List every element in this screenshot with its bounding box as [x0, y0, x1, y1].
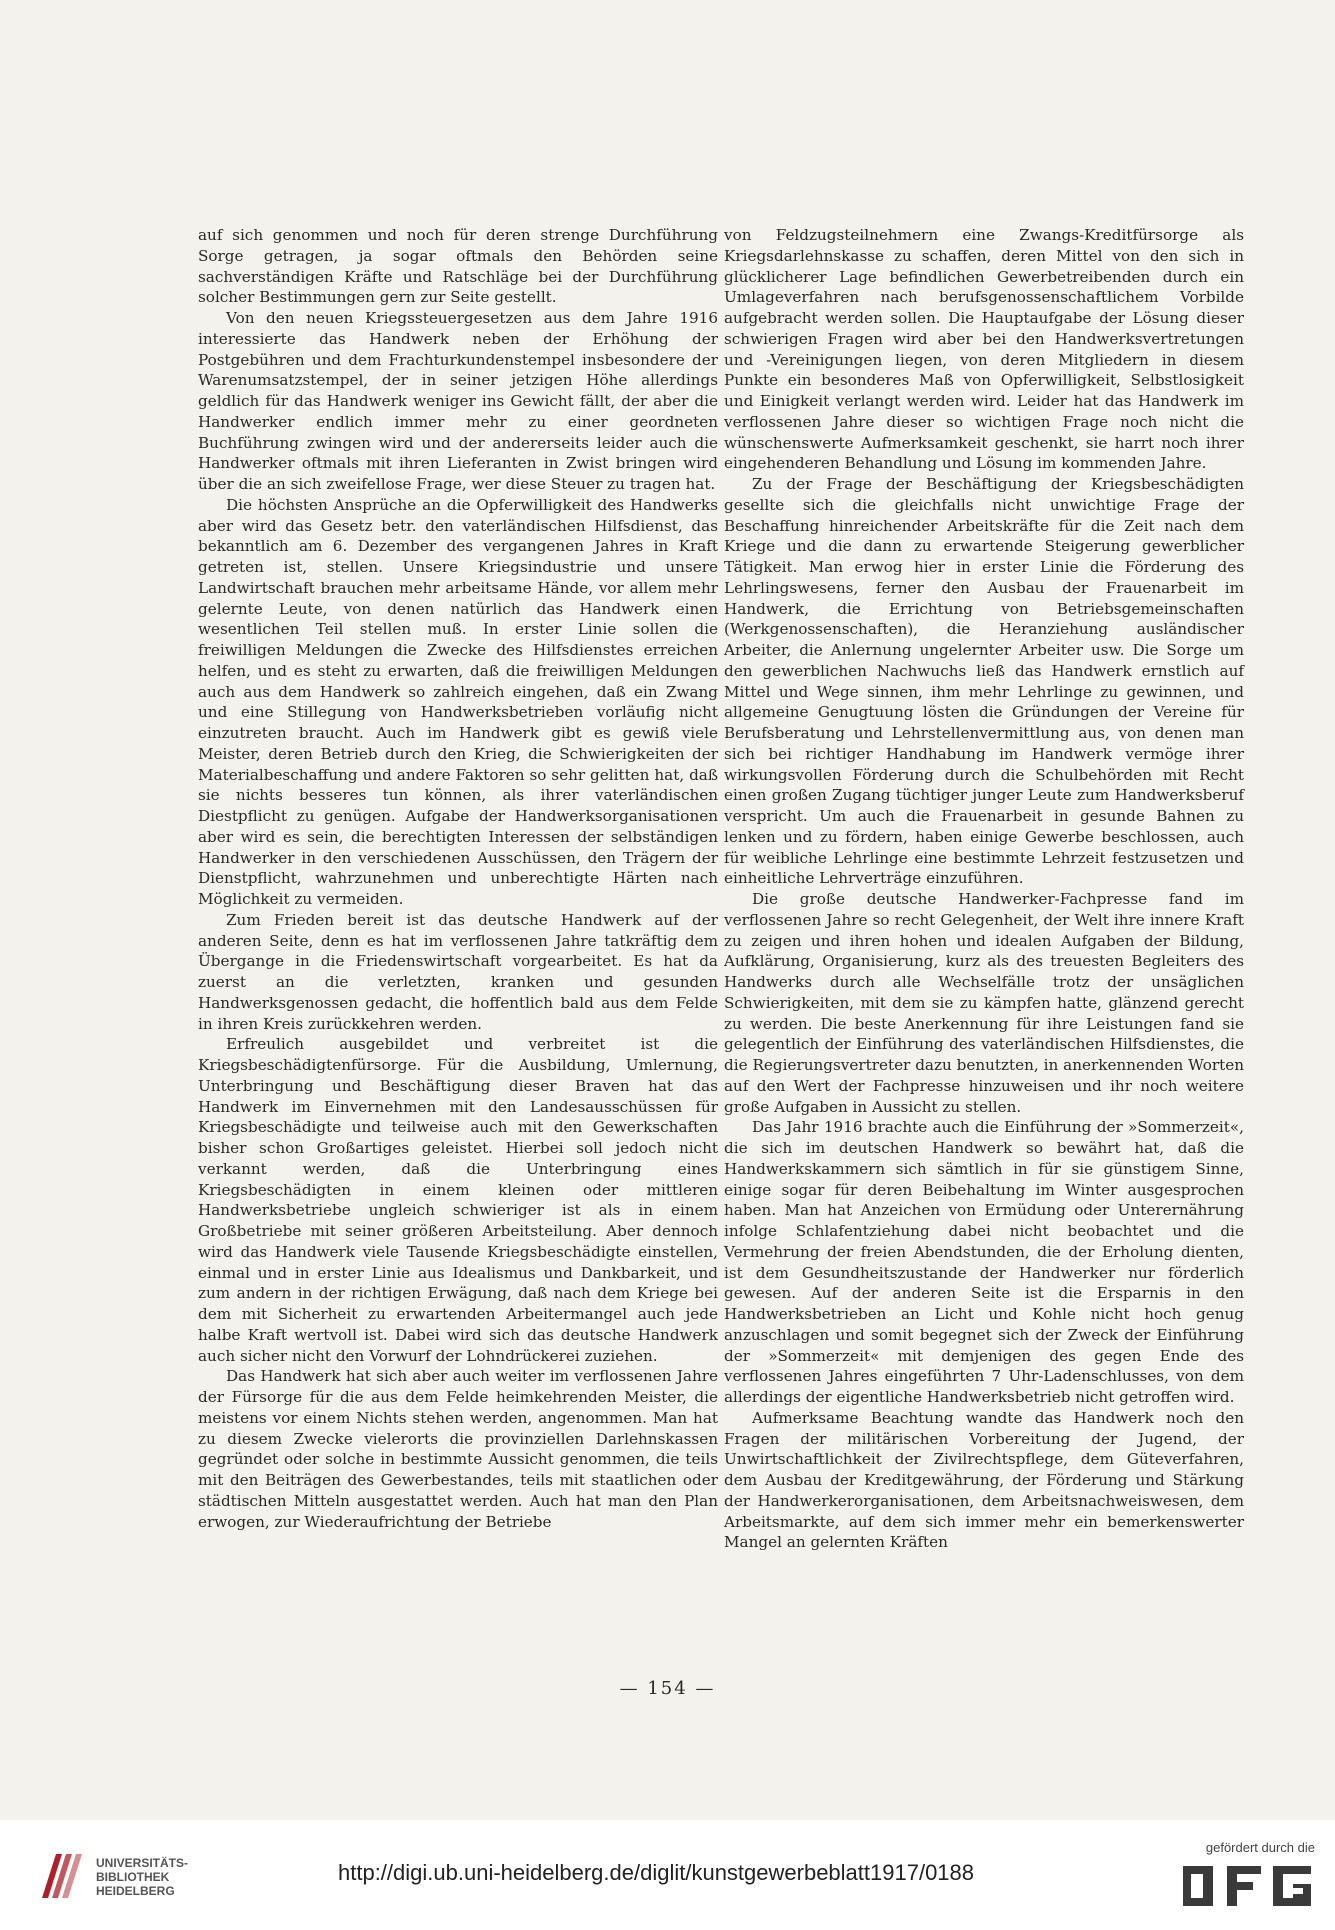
- text-column-right: [724, 225, 1244, 1553]
- dfg-logo-icon[interactable]: [1183, 1862, 1315, 1910]
- library-name[interactable]: [96, 1856, 188, 1898]
- paragraph: auf sich genommen und noch für deren strenge Durchführung Sorge getragen, ja sogar oftmals den Behörden seine sachverständigen Kräfte und Ratschläge bei der Durchführung solcher Bestimmungen gern zur Seite gestellt.: [198, 226, 718, 307]
- paragraph: Die große deutsche Handwerker-Fachpresse fand im verflossenen Jahre so recht Gelegenheit, der Welt ihre innere Kraft zu zeigen und ihren hohen und idealen Aufgaben der Bildung, Aufklärung, Organisierung, kurz als des treuesten Begleiters des Handwerks durch alle Wechselfälle trotz der unsäglichen Schwierigkeiten, mit dem sie zu kämpfen hatte, glänzend gerecht zu werden. Die beste Anerkennung für ihre Leistungen fand sie gelegentlich der Einführung des vaterländischen Hilfsdienstes, die die Regierungsvertreter dazu benutzten, in anerkennenden Worten auf den Wert der Fachpresse hinzuweisen und ihr noch weitere große Aufgaben in Aussicht zu stellen.: [724, 890, 1244, 1116]
- text-column-left: [198, 225, 718, 1532]
- paragraph: Aufmerksame Beachtung wandte das Handwerk noch den Fragen der militärischen Vorbereitung der Jugend, der Unwirtschaftlichkeit der Zivilrechtspflege, dem Güteverfahren, dem Ausbau der Kreditgewährung, der Förderung und Stärkung der Handwerkerorganisationen, dem Arbeitsnachweiswesen, dem Arbeitsmarkte, auf dem sich immer mehr ein bemerkenswerter Mangel an gelernten Kräften: [724, 1408, 1244, 1552]
- paragraph: von Feldzugsteilnehmern eine Zwangs-Kreditfürsorge als Kriegsdarlehnskasse zu schaffen, deren Mittel von den sich in glücklicherer Lage befindlichen Gewerbetreibenden durch ein Umlageverfahren nach berufsgenossenschaftlichem Vorbilde aufgebracht werden sollen. Die Hauptaufgabe der Lösung dieser schwierigen Fragen wird aber bei den Handwerksvertretungen und -Vereinigungen liegen, von deren Mitgliedern in diesem Punkte ein besonderes Maß von Opferwilligkeit, Selbstlosigkeit und Einigkeit verlangt werden wird. Leider hat das Handwerk im verflossenen Jahre dieser so wichtigen Frage noch nicht die wünschenswerte Aufmerksamkeit geschenkt, sie harrt noch ihrer eingehenderen Behandlung und Lösung im kommenden Jahre.: [724, 226, 1244, 473]
- paragraph: Von den neuen Kriegssteuergesetzen aus dem Jahre 1916 interessierte das Handwerk neben der Erhöhung der Postgebühren und dem Frachturkundenstempel insbesondere der Warenumsatzstempel, der in seiner jetzigen Höhe allerdings geldlich für das Handwerk weniger ins Gewicht fällt, der aber die Handwerker endlich immer mehr zu einer geordneten Buchführung zwingen wird und der andererseits leider auch die Handwerker oftmals mit ihren Lieferanten in Zwist bringen wird über die an sich zweifellose Frage, wer diese Steuer zu tragen hat.: [198, 309, 718, 493]
- paragraph: Erfreulich ausgebildet und verbreitet ist die Kriegsbeschädigtenfürsorge. Für die Ausbildung, Umlernung, Unterbringung und Beschäftigung dieser Braven hat das Handwerk im Einvernehmen mit den Landesausschüssen für Kriegsbeschädigte und teilweise auch mit den Gewerkschaften bisher schon Großartiges geleistet. Hierbei soll jedoch nicht verkannt werden, daß die Unterbringung eines Kriegsbeschädigten in einem kleinen oder mittleren Handwerksbetriebe ungleich schwieriger ist als in einem Großbetriebe mit seiner größeren Arbeitsteilung. Aber dennoch wird das Handwerk viele Tausende Kriegsbeschädigte einstellen, einmal und in erster Linie aus Idealismus und Dankbarkeit, und zum andern in der richtigen Erwägung, daß nach dem Kriege bei dem mit Sicherheit zu erwartenden Arbeitermangel auch jede halbe Kraft wertvoll ist. Dabei wird sich das deutsche Handwerk auch sicher nicht den Vorwurf der Lohndrückerei zuziehen.: [198, 1035, 718, 1365]
- library-name-line: UNIVERSITÄTS-: [96, 1856, 189, 1870]
- page-number: — 154 —: [619, 1678, 716, 1699]
- paragraph: Das Jahr 1916 brachte auch die Einführung der »Sommerzeit«, die sich im deutschen Handwerk so bewährt hat, daß die Handwerkskammern sich sämtlich in für sie günstigem Sinne, einige sogar für deren Beibehaltung im Winter ausgesprochen haben. Man hat Anzeichen von Ermüdung oder Unterernährung infolge Schlafentziehung dabei nicht beobachtet und die Vermehrung der freien Abendstunden, die der Erholung dienten, ist dem Gesundheitszustande der Handwerker nur förderlich gewesen. Auf der anderen Seite ist die Ersparnis in den Handwerksbetrieben an Licht und Kohle nicht hoch genug anzuschlagen und somit begegnet sich der Zweck der Einführung der »Sommerzeit« mit demjenigen des gegen Ende des verflossenen Jahres eingeführten 7 Uhr-Ladenschlusses, von dem allerdings der eigentliche Handwerksbetrieb nicht getroffen wird.: [724, 1118, 1244, 1406]
- footer-bar: [0, 1820, 1335, 1930]
- library-name-line: BIBLIOTHEK: [96, 1870, 170, 1884]
- library-name-line: HEIDELBERG: [96, 1884, 175, 1898]
- permalink-url[interactable]: http://digi.ub.uni-heidelberg.de/diglit/kunstgewerbeblatt1917/0188: [338, 1860, 975, 1885]
- paragraph: Zu der Frage der Beschäftigung der Kriegsbeschädigten gesellte sich die gleichfalls nicht unwichtige Frage der Beschaffung hinreichender Arbeitskräfte für die Zeit nach dem Kriege und die dann zu erwartende Steigerung gewerblicher Tätigkeit. Man erwog hier in erster Linie die Förderung des Lehrlingswesens, ferner den Ausbau der Frauenarbeit im Handwerk, die Errichtung von Betriebsgemeinschaften (Werkgenossenschaften), die Heranziehung ausländischer Arbeiter, die Anlernung ungelernter Arbeiter usw. Die Sorge um den gewerblichen Nachwuchs ließ das Handwerk ernstlich auf Mittel und Wege sinnen, ihm mehr Lehrlinge zu gewinnen, und allgemeine Genugtuung lösten die Gründungen der Vereine für Berufsberatung und Lehrstellenvermittlung aus, von denen man sich bei richtiger Handhabung im Handwerk vermöge ihrer wirkungsvollen Förderung durch die Schulbehörden mit Recht einen großen Zugang tüchtiger junger Leute zum Handwerksberuf verspricht. Um auch die Frauenarbeit in gesunde Bahnen zu lenken und zu fördern, haben einige Gewerbe beschlossen, auch für weibliche Lehrlinge eine bestimmte Lehrzeit festzusetzen und einheitliche Lehrverträge einzuführen.: [724, 475, 1244, 888]
- paragraph: Das Handwerk hat sich aber auch weiter im verflossenen Jahre der Fürsorge für die aus dem Felde heimkehrenden Meister, die meistens vor einem Nichts stehen werden, angenommen. Man hat zu diesem Zwecke vielerorts die provinziellen Darlehnskassen gegründet oder solche in bestimmte Aussicht genommen, die teils mit den Beiträgen des Gewerbestandes, teils mit staatlichen oder städtischen Mitteln ausgestattet werden. Auch hat man den Plan erwogen, zur Wiederaufrichtung der Betriebe: [198, 1367, 718, 1531]
- paragraph: Zum Frieden bereit ist das deutsche Handwerk auf der anderen Seite, denn es hat im verflossenen Jahre tatkräftig dem Übergange in die Friedenswirtschaft vorgearbeitet. Es hat da zuerst an die verletzten, kranken und gesunden Handwerksgenossen gedacht, die hoffentlich bald aus dem Felde in ihren Kreis zurückkehren werden.: [198, 910, 718, 1033]
- university-library-logo-icon[interactable]: [36, 1848, 88, 1904]
- dfg-caption: gefördert durch die: [1205, 1840, 1315, 1855]
- paragraph: Die höchsten Ansprüche an die Opferwilligkeit des Handwerks aber wird das Gesetz betr. den vaterländischen Hilfsdienst, das bekanntlich am 6. Dezember des vergangenen Jahres in Kraft getreten ist, stellen. Unsere Kriegsindustrie und unsere Landwirtschaft brauchen mehr arbeitsame Hände, vor allem mehr gelernte Leute, von denen natürlich das Handwerk einen wesentlichen Teil stellen muß. In erster Linie sollen die freiwilligen Meldungen die Zwecke des Hilfsdienstes erreichen helfen, und es steht zu erwarten, daß die freiwilligen Meldungen auch aus dem Handwerk so zahlreich eingehen, daß ein Zwang und eine Stillegung von Handwerksbetrieben vorläufig nicht einzutreten braucht. Auch im Handwerk gibt es gewiß viele Meister, deren Betrieb durch den Krieg, die Schwierigkeiten der Materialbeschaffung und andere Faktoren so sehr gelitten hat, daß sie nichts besseres tun können, als ihrer vaterländischen Diestpflicht zu genügen. Aufgabe der Handwerksorganisationen aber wird es sein, die berechtigten Interessen der selbständigen Handwerker in den verschiedenen Ausschüssen, den Trägern der Dienstpflicht, wahrzunehmen und unberechtigte Härten nach Möglichkeit zu vermeiden.: [198, 495, 718, 908]
